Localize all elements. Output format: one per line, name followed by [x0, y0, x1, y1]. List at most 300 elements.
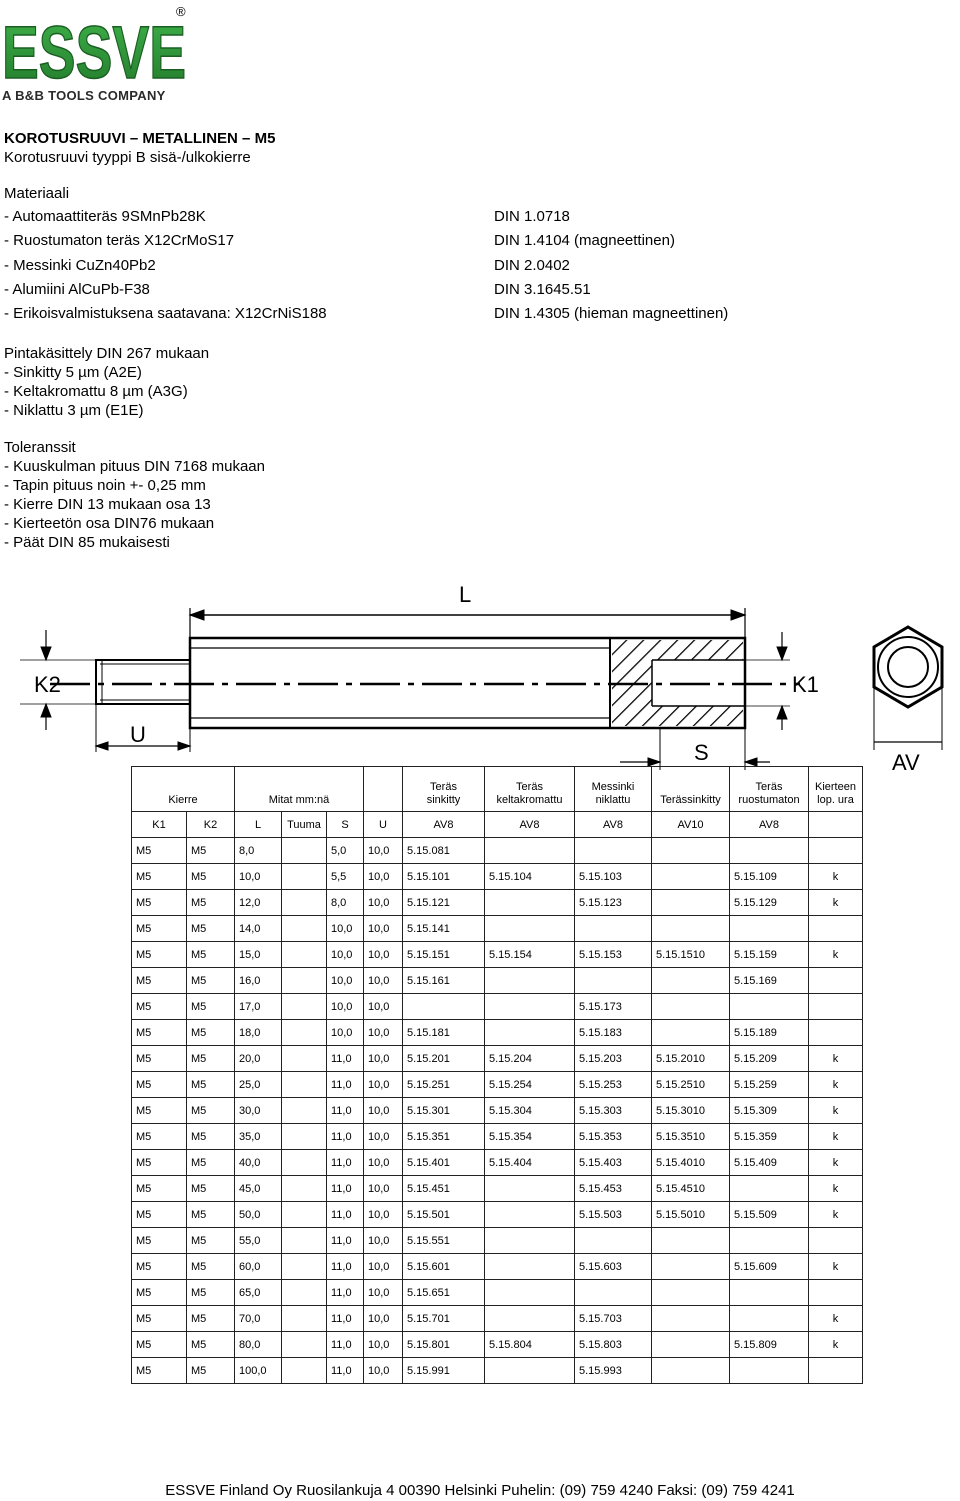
table-cell: M5 — [187, 1046, 235, 1072]
table-cell: 5.15.601 — [403, 1254, 485, 1280]
table-cell — [652, 1332, 730, 1358]
table-cell — [282, 1176, 327, 1202]
table-cell: 8,0 — [235, 838, 282, 864]
table-cell: 5.15.351 — [403, 1124, 485, 1150]
table-cell: M5 — [132, 1306, 187, 1332]
table-row — [132, 1176, 863, 1202]
table-cell: 11,0 — [327, 1150, 364, 1176]
table-cell: 5.15.359 — [730, 1124, 809, 1150]
table-cell: M5 — [132, 1332, 187, 1358]
table-cell: M5 — [187, 1358, 235, 1384]
surface-heading: Pintakäsittely DIN 267 mukaan — [4, 345, 210, 362]
registered-mark: ® — [176, 4, 186, 19]
header-steel-zinc: Teräs sinkitty — [403, 767, 485, 812]
product-table — [131, 766, 863, 1384]
table-row — [132, 1124, 863, 1150]
table-cell — [575, 916, 652, 942]
table-cell — [485, 916, 575, 942]
table-cell: 12,0 — [235, 890, 282, 916]
table-cell: 11,0 — [327, 1202, 364, 1228]
table-cell: 11,0 — [327, 1306, 364, 1332]
table-cell — [282, 1098, 327, 1124]
table-cell: M5 — [187, 1202, 235, 1228]
table-cell: M5 — [187, 890, 235, 916]
table-cell: 10,0 — [364, 1228, 403, 1254]
table-cell — [485, 1306, 575, 1332]
table-cell: 5.15.141 — [403, 916, 485, 942]
table-cell: k — [809, 1124, 863, 1150]
table-cell — [652, 1358, 730, 1384]
table-cell: 5,0 — [327, 838, 364, 864]
table-cell — [282, 1280, 327, 1306]
table-cell: 5.15.603 — [575, 1254, 652, 1280]
table-cell: 10,0 — [364, 1150, 403, 1176]
label-U: U — [130, 722, 146, 747]
table-cell: 5.15.153 — [575, 942, 652, 968]
table-cell: k — [809, 1306, 863, 1332]
table-cell — [730, 994, 809, 1020]
table-cell: M5 — [132, 942, 187, 968]
table-cell: M5 — [132, 968, 187, 994]
table-row — [132, 838, 863, 864]
table-cell — [485, 1176, 575, 1202]
header-steel-zinc-2: Terässinkitty — [652, 767, 730, 812]
table-cell — [652, 864, 730, 890]
table-cell: M5 — [132, 1020, 187, 1046]
table-cell: M5 — [132, 838, 187, 864]
table-cell: k — [809, 1332, 863, 1358]
table-cell: 11,0 — [327, 1046, 364, 1072]
table-cell — [485, 1358, 575, 1384]
table-cell: M5 — [132, 1254, 187, 1280]
table-cell: 17,0 — [235, 994, 282, 1020]
tolerance-item: - Kierteetön osa DIN76 mukaan — [4, 515, 215, 532]
table-cell: 10,0 — [364, 994, 403, 1020]
table-cell: 10,0 — [364, 1202, 403, 1228]
table-cell — [652, 1254, 730, 1280]
table-cell — [282, 1332, 327, 1358]
tolerance-item: - Kuuskulman pituus DIN 7168 mukaan — [4, 458, 265, 475]
table-cell: M5 — [187, 1072, 235, 1098]
table-row — [132, 1332, 863, 1358]
table-cell: 5.15.509 — [730, 1202, 809, 1228]
table-cell: k — [809, 864, 863, 890]
table-cell: 5.15.204 — [485, 1046, 575, 1072]
table-cell — [809, 916, 863, 942]
table-cell — [809, 994, 863, 1020]
table-cell — [282, 1306, 327, 1332]
table-cell — [485, 968, 575, 994]
table-cell: 5.15.161 — [403, 968, 485, 994]
subheader-cell: L — [235, 812, 282, 838]
table-cell: 5.15.259 — [730, 1072, 809, 1098]
table-cell: 5.15.123 — [575, 890, 652, 916]
table-cell: M5 — [132, 1046, 187, 1072]
table-cell: 5.15.993 — [575, 1358, 652, 1384]
table-cell: 5.15.121 — [403, 890, 485, 916]
label-AV: AV — [892, 750, 920, 775]
table-cell: 5.15.2010 — [652, 1046, 730, 1072]
table-cell: 11,0 — [327, 1358, 364, 1384]
material-din: DIN 2.0402 — [494, 257, 570, 274]
header-kierre: Kierre — [132, 767, 235, 812]
table-cell: 10,0 — [364, 1124, 403, 1150]
table-cell — [652, 994, 730, 1020]
table-cell: M5 — [132, 916, 187, 942]
table-cell: 5.15.254 — [485, 1072, 575, 1098]
table-cell: 5.15.551 — [403, 1228, 485, 1254]
subheader-cell: K1 — [132, 812, 187, 838]
table-cell: M5 — [187, 1228, 235, 1254]
table-header-row — [132, 767, 863, 812]
table-cell: 5.15.501 — [403, 1202, 485, 1228]
table-cell — [485, 1020, 575, 1046]
table-cell: k — [809, 1046, 863, 1072]
table-cell: 5.15.404 — [485, 1150, 575, 1176]
table-cell: 45,0 — [235, 1176, 282, 1202]
table-cell: 5.15.304 — [485, 1098, 575, 1124]
table-cell: M5 — [187, 968, 235, 994]
table-cell: 5.15.451 — [403, 1176, 485, 1202]
table-cell: 10,0 — [364, 1176, 403, 1202]
table-row — [132, 968, 863, 994]
table-cell — [730, 916, 809, 942]
table-cell: 5.15.804 — [485, 1332, 575, 1358]
table-cell — [809, 1020, 863, 1046]
table-cell — [485, 1280, 575, 1306]
table-cell: 11,0 — [327, 1228, 364, 1254]
table-cell — [282, 838, 327, 864]
table-cell — [809, 1358, 863, 1384]
table-cell — [652, 916, 730, 942]
table-cell: 5.15.159 — [730, 942, 809, 968]
table-cell — [730, 1228, 809, 1254]
table-cell — [652, 1228, 730, 1254]
table-row — [132, 1280, 863, 1306]
svg-text:ESSVE: ESSVE — [2, 11, 186, 90]
table-row — [132, 1020, 863, 1046]
table-cell — [282, 994, 327, 1020]
table-cell: M5 — [187, 1280, 235, 1306]
table-cell — [652, 838, 730, 864]
table-cell: 5.15.129 — [730, 890, 809, 916]
surface-item: - Sinkitty 5 µm (A2E) — [4, 364, 142, 381]
table-row — [132, 890, 863, 916]
table-cell — [652, 890, 730, 916]
table-row — [132, 1228, 863, 1254]
table-cell: 10,0 — [364, 1254, 403, 1280]
surface-item: - Keltakromattu 8 µm (A3G) — [4, 383, 188, 400]
table-cell: 5.15.181 — [403, 1020, 485, 1046]
table-cell: 5.15.651 — [403, 1280, 485, 1306]
table-cell — [282, 1150, 327, 1176]
table-cell: 5.15.701 — [403, 1306, 485, 1332]
table-cell: M5 — [132, 864, 187, 890]
table-row — [132, 1046, 863, 1072]
table-row — [132, 864, 863, 890]
subheader-cell: K2 — [187, 812, 235, 838]
label-K2: K2 — [34, 672, 61, 697]
table-cell: 10,0 — [235, 864, 282, 890]
table-cell: k — [809, 1072, 863, 1098]
table-cell: M5 — [187, 1176, 235, 1202]
table-cell: 5.15.201 — [403, 1046, 485, 1072]
table-cell: 5.15.1510 — [652, 942, 730, 968]
table-cell: k — [809, 1202, 863, 1228]
subheader-cell: Tuuma — [282, 812, 327, 838]
table-cell — [575, 968, 652, 994]
table-cell: 5.15.301 — [403, 1098, 485, 1124]
table-row — [132, 1098, 863, 1124]
table-cell — [282, 1254, 327, 1280]
table-cell: 55,0 — [235, 1228, 282, 1254]
table-cell: 11,0 — [327, 1254, 364, 1280]
table-cell: 18,0 — [235, 1020, 282, 1046]
table-cell: 5.15.109 — [730, 864, 809, 890]
essve-logo — [0, 0, 200, 104]
table-cell: 70,0 — [235, 1306, 282, 1332]
table-cell — [730, 1280, 809, 1306]
essve-wordmark — [0, 0, 200, 90]
table-cell: 5.15.609 — [730, 1254, 809, 1280]
table-cell: 5.15.183 — [575, 1020, 652, 1046]
table-cell: k — [809, 1150, 863, 1176]
table-cell: M5 — [132, 1072, 187, 1098]
table-cell: M5 — [132, 1176, 187, 1202]
table-cell: 5.15.2510 — [652, 1072, 730, 1098]
label-S: S — [694, 740, 709, 765]
table-cell: 11,0 — [327, 1176, 364, 1202]
table-cell: 5.15.104 — [485, 864, 575, 890]
table-cell — [575, 1280, 652, 1306]
table-cell — [575, 1228, 652, 1254]
table-cell: M5 — [187, 1306, 235, 1332]
table-cell: 5.15.4510 — [652, 1176, 730, 1202]
table-cell: 10,0 — [364, 1280, 403, 1306]
table-cell: M5 — [187, 1098, 235, 1124]
table-cell — [809, 1280, 863, 1306]
table-cell — [282, 1020, 327, 1046]
table-cell: 10,0 — [364, 1046, 403, 1072]
material-item: - Messinki CuZn40Pb2 — [4, 257, 156, 274]
table-cell: M5 — [187, 994, 235, 1020]
table-cell: 15,0 — [235, 942, 282, 968]
table-cell: k — [809, 1098, 863, 1124]
table-row — [132, 1202, 863, 1228]
table-row — [132, 994, 863, 1020]
table-cell — [809, 968, 863, 994]
table-row — [132, 1254, 863, 1280]
table-cell: 5.15.803 — [575, 1332, 652, 1358]
material-din: DIN 1.4305 (hieman magneettinen) — [494, 305, 729, 322]
table-cell — [282, 1072, 327, 1098]
table-cell: 5,5 — [327, 864, 364, 890]
table-cell — [282, 942, 327, 968]
table-cell: k — [809, 1176, 863, 1202]
table-cell: 5.15.253 — [575, 1072, 652, 1098]
table-cell — [809, 1228, 863, 1254]
material-din: DIN 1.4104 (magneettinen) — [494, 232, 675, 249]
table-cell: 5.15.103 — [575, 864, 652, 890]
table-cell: 14,0 — [235, 916, 282, 942]
header-brass-nickel: Messinki niklattu — [575, 767, 652, 812]
table-cell: 10,0 — [327, 1020, 364, 1046]
subheader-cell: AV8 — [485, 812, 575, 838]
table-cell: k — [809, 1254, 863, 1280]
table-cell: 5.15.081 — [403, 838, 485, 864]
table-cell: M5 — [132, 1358, 187, 1384]
table-cell: 5.15.309 — [730, 1098, 809, 1124]
table-cell — [730, 1176, 809, 1202]
material-item: - Automaattiteräs 9SMnPb28K — [4, 208, 206, 225]
table-cell: M5 — [132, 1098, 187, 1124]
table-cell: 5.15.151 — [403, 942, 485, 968]
table-cell — [485, 1254, 575, 1280]
table-cell: 10,0 — [364, 864, 403, 890]
subheader-cell: AV8 — [575, 812, 652, 838]
table-cell — [652, 1280, 730, 1306]
table-cell — [730, 838, 809, 864]
subheader-cell — [809, 812, 863, 838]
table-cell: 100,0 — [235, 1358, 282, 1384]
table-cell: 5.15.3010 — [652, 1098, 730, 1124]
table-cell — [652, 1020, 730, 1046]
table-cell: 5.15.209 — [730, 1046, 809, 1072]
table-cell — [282, 1124, 327, 1150]
tolerances-heading: Toleranssit — [4, 439, 76, 456]
table-cell: 5.15.154 — [485, 942, 575, 968]
subheader-cell: U — [364, 812, 403, 838]
table-cell: 5.15.203 — [575, 1046, 652, 1072]
table-cell: 5.15.503 — [575, 1202, 652, 1228]
table-cell: M5 — [132, 1202, 187, 1228]
table-cell: 5.15.409 — [730, 1150, 809, 1176]
product-subtitle: Korotusruuvi tyyppi B sisä-/ulkokierre — [4, 149, 251, 166]
table-cell: 10,0 — [364, 916, 403, 942]
table-cell: 10,0 — [364, 1358, 403, 1384]
logo-tagline: A B&B TOOLS COMPANY — [2, 88, 166, 103]
table-cell: 11,0 — [327, 1332, 364, 1358]
table-cell: 11,0 — [327, 1098, 364, 1124]
table-cell: 10,0 — [364, 1332, 403, 1358]
table-cell: 5.15.173 — [575, 994, 652, 1020]
table-cell: 5.15.5010 — [652, 1202, 730, 1228]
table-cell: M5 — [187, 1254, 235, 1280]
subheader-cell: AV8 — [730, 812, 809, 838]
table-row — [132, 916, 863, 942]
material-item: - Erikoisvalmistuksena saatavana: X12CrNiS188 — [4, 305, 327, 322]
tolerance-item: - Päät DIN 85 mukaisesti — [4, 534, 170, 551]
table-cell — [403, 994, 485, 1020]
table-cell — [652, 1306, 730, 1332]
header-stainless: Teräs ruostumaton — [730, 767, 809, 812]
table-cell: 11,0 — [327, 1072, 364, 1098]
table-row — [132, 1150, 863, 1176]
table-cell: 16,0 — [235, 968, 282, 994]
table-cell: 10,0 — [327, 994, 364, 1020]
table-cell: 10,0 — [364, 1020, 403, 1046]
table-cell: 5.15.401 — [403, 1150, 485, 1176]
table-cell — [282, 1228, 327, 1254]
table-cell — [485, 1228, 575, 1254]
header-mitat: Mitat mm:nä — [235, 767, 364, 812]
table-cell — [485, 838, 575, 864]
label-K1: K1 — [792, 672, 819, 697]
table-cell: 25,0 — [235, 1072, 282, 1098]
table-cell: 10,0 — [327, 968, 364, 994]
label-L: L — [459, 582, 472, 607]
table-cell: 65,0 — [235, 1280, 282, 1306]
table-cell: M5 — [187, 838, 235, 864]
table-cell: 10,0 — [327, 916, 364, 942]
table-cell: 8,0 — [327, 890, 364, 916]
material-din: DIN 1.0718 — [494, 208, 570, 225]
table-cell: M5 — [187, 1332, 235, 1358]
table-cell: 35,0 — [235, 1124, 282, 1150]
table-subheader-row — [132, 812, 863, 838]
table-row — [132, 1358, 863, 1384]
table-cell: M5 — [187, 916, 235, 942]
table-cell — [485, 994, 575, 1020]
table-cell: M5 — [132, 1228, 187, 1254]
table-cell: 5.15.703 — [575, 1306, 652, 1332]
table-cell: 30,0 — [235, 1098, 282, 1124]
table-cell: 5.15.403 — [575, 1150, 652, 1176]
subheader-cell: AV10 — [652, 812, 730, 838]
table-cell: 10,0 — [327, 942, 364, 968]
table-cell: M5 — [132, 994, 187, 1020]
header-steel-yellow: Teräs keltakromattu — [485, 767, 575, 812]
table-cell: 5.15.991 — [403, 1358, 485, 1384]
table-cell: 10,0 — [364, 1306, 403, 1332]
table-cell — [809, 838, 863, 864]
table-cell: 5.15.801 — [403, 1332, 485, 1358]
table-row — [132, 1072, 863, 1098]
table-cell: 40,0 — [235, 1150, 282, 1176]
table-cell: 5.15.251 — [403, 1072, 485, 1098]
table-cell: M5 — [187, 942, 235, 968]
table-cell — [485, 1202, 575, 1228]
material-item: - Alumiini AlCuPb-F38 — [4, 281, 150, 298]
table-cell: k — [809, 942, 863, 968]
table-cell: M5 — [187, 1150, 235, 1176]
table-cell: 11,0 — [327, 1124, 364, 1150]
table-cell: 50,0 — [235, 1202, 282, 1228]
material-item: - Ruostumaton teräs X12CrMoS17 — [4, 232, 235, 249]
table-cell: 10,0 — [364, 968, 403, 994]
table-row — [132, 942, 863, 968]
table-cell: 5.15.4010 — [652, 1150, 730, 1176]
material-heading: Materiaali — [4, 185, 70, 202]
table-cell: 10,0 — [364, 890, 403, 916]
table-cell: M5 — [132, 890, 187, 916]
table-row — [132, 1306, 863, 1332]
material-din: DIN 3.1645.51 — [494, 281, 591, 298]
table-cell: 5.15.3510 — [652, 1124, 730, 1150]
table-cell: 60,0 — [235, 1254, 282, 1280]
table-cell — [730, 1306, 809, 1332]
table-cell: 20,0 — [235, 1046, 282, 1072]
table-cell — [282, 864, 327, 890]
technical-drawing — [0, 570, 960, 790]
header-thread-groove: Kierteen lop. ura — [809, 767, 863, 812]
table-cell: M5 — [132, 1124, 187, 1150]
table-cell — [282, 1046, 327, 1072]
table-cell: 5.15.303 — [575, 1098, 652, 1124]
table-cell: M5 — [187, 1020, 235, 1046]
table-cell: k — [809, 890, 863, 916]
table-cell — [282, 916, 327, 942]
